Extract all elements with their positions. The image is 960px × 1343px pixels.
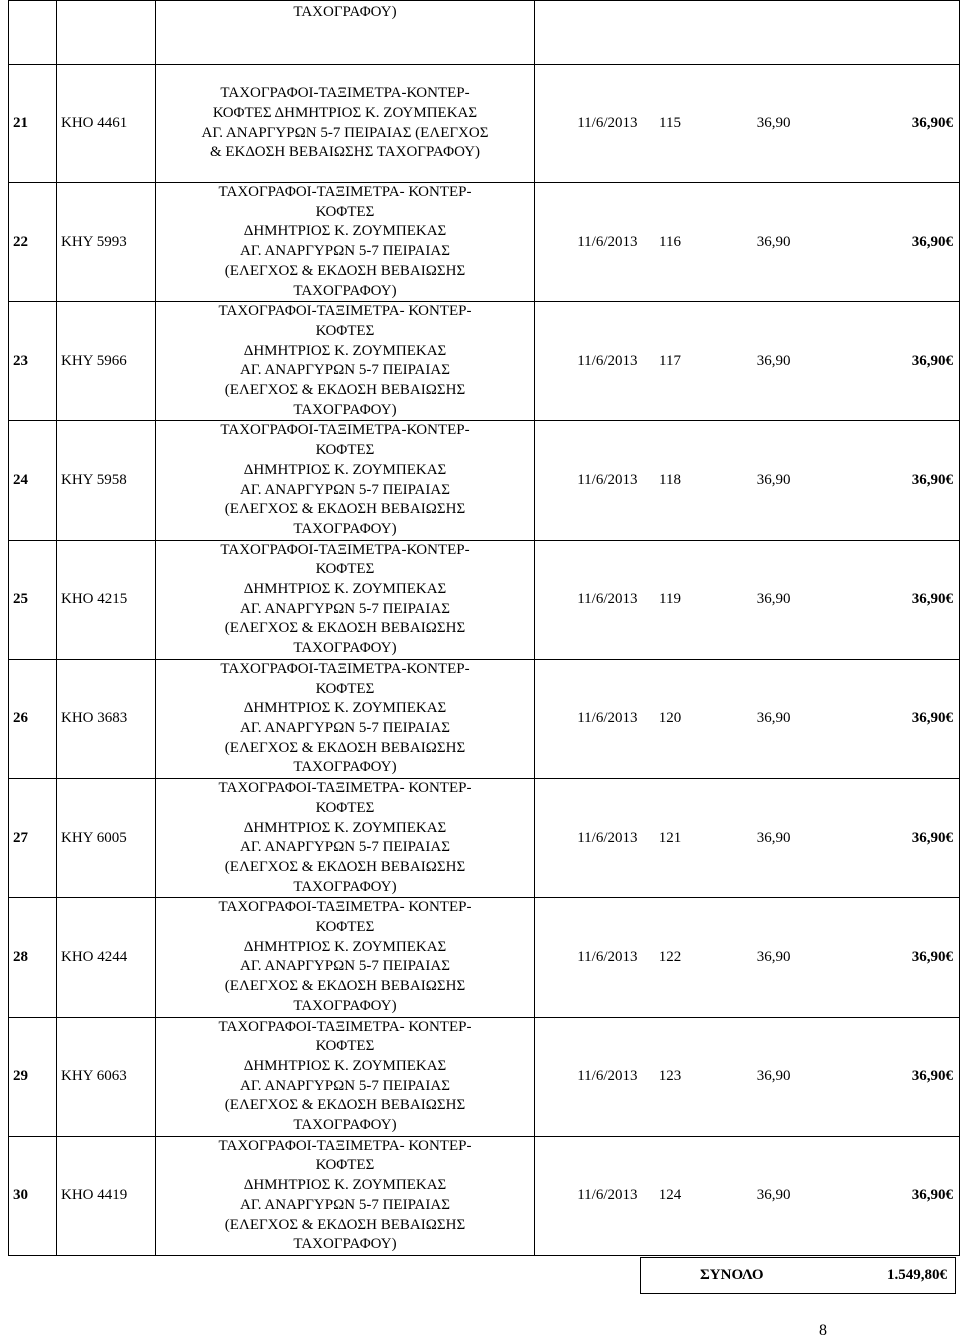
description-line: ΚΟΦΤΕΣ [315,203,375,220]
total-value: 1.549,80€ [887,1267,947,1283]
table-row [9,65,960,183]
row-number: 30 [9,1136,57,1255]
description-line: ΤΑΧΟΓΡΑΦΟΥ) [293,759,397,776]
description-line: ΚΟΦΤΕΣ [315,1157,375,1174]
invoice-number: 119 [638,540,703,659]
table-row [9,659,960,778]
table-row [9,1017,960,1136]
description-line: ΤΑΧΟΓΡΑΦΟΙ-ΤΑΞΙΜΕΤΡΑ-ΚΟΝΤΕΡ- [220,85,470,102]
description-line: ΑΓ. ΑΝΑΡΓΥΡΩΝ 5-7 ΠΕΙΡΑΙΑΣ [240,958,450,975]
description-line: ΔΗΜΗΤΡΙΟΣ Κ. ΖΟΥΜΠΕΚΑΣ [243,461,447,478]
description-line: ΤΑΧΟΓΡΑΦΟΙ-ΤΑΞΙΜΕΤΡΑ- ΚΟΝΤΕΡ- [218,1018,472,1035]
description-line: ΤΑΧΟΓΡΑΦΟΙ-ΤΑΞΙΜΕΤΡΑ-ΚΟΝΤΕΡ- [220,422,470,439]
description-line: ΑΓ. ΑΝΑΡΓΥΡΩΝ 5-7 ΠΕΙΡΑΙΑΣ [240,362,450,379]
invoice-number: 124 [638,1136,703,1255]
description-line: ΚΟΦΤΕΣ [315,322,375,339]
cell-total [797,1,960,65]
cell-description [156,1,535,65]
row-number: 23 [9,302,57,421]
description-line: ΑΓ. ΑΝΑΡΓΥΡΩΝ 5-7 ΠΕΙΡΑΙΑΣ [240,600,450,617]
description-line: ΔΗΜΗΤΡΙΟΣ Κ. ΖΟΥΜΠΕΚΑΣ [243,1177,447,1194]
plate-number: ΚΗΥ 5958 [57,421,156,540]
cell-description [156,898,535,1017]
cell-date [535,1,638,65]
cell-description [156,65,535,183]
cell-invoice [638,1,703,65]
row-total: 36,90€ [797,421,960,540]
invoice-number: 118 [638,421,703,540]
description-line: ΔΗΜΗΤΡΙΟΣ Κ. ΖΟΥΜΠΕΚΑΣ [243,819,447,836]
invoice-number: 121 [638,779,703,898]
plate-number: ΚΗΥ 6063 [57,1017,156,1136]
description-line: ΤΑΧΟΓΡΑΦΟΙ-ΤΑΞΙΜΕΤΡΑ-ΚΟΝΤΕΡ- [220,541,470,558]
cell-description [156,1017,535,1136]
cell-description [156,779,535,898]
description-line: ΤΑΧΟΓΡΑΦΟΥ) [293,401,397,418]
row-number: 25 [9,540,57,659]
description-line: (ΕΛΕΓΧΟΣ & ΕΚΔΟΣΗ ΒΕΒΑΙΩΣΗΣ [224,1097,466,1114]
description-line: ΤΑΧΟΓΡΑΦΟΥ) [293,640,397,657]
description-line: ΤΑΧΟΓΡΑΦΟΥ) [293,4,397,20]
invoice-date: 11/6/2013 [535,1017,638,1136]
invoice-number: 117 [638,302,703,421]
row-total: 36,90€ [797,183,960,302]
unit-price: 36,90 [703,183,797,302]
row-total: 36,90€ [797,1136,960,1255]
row-number: 27 [9,779,57,898]
cell-description [156,421,535,540]
plate-number: ΚΗΥ 6005 [57,779,156,898]
description-line: ΤΑΧΟΓΡΑΦΟΙ-ΤΑΞΙΜΕΤΡΑ- ΚΟΝΤΕΡ- [218,184,472,200]
unit-price: 36,90 [703,1017,797,1136]
invoice-date: 11/6/2013 [535,421,638,540]
row-number: 29 [9,1017,57,1136]
description-line: ΑΓ. ΑΝΑΡΓΥΡΩΝ 5-7 ΠΕΙΡΑΙΑΣ [240,481,450,498]
description-line: ΤΑΧΟΓΡΑΦΟΥ) [293,997,397,1014]
plate-number: ΚΗΥ 5966 [57,302,156,421]
plate-number: ΚΗΟ 3683 [57,659,156,778]
unit-price: 36,90 [703,65,797,183]
vehicles-table [8,0,960,1256]
invoice-date: 11/6/2013 [535,302,638,421]
unit-price: 36,90 [703,1136,797,1255]
row-number: 22 [9,183,57,302]
description-line: ΚΟΦΤΕΣ [315,561,375,578]
invoice-date: 11/6/2013 [535,898,638,1017]
row-total: 36,90€ [797,65,960,183]
description-line: ΤΑΧΟΓΡΑΦΟΙ-ΤΑΞΙΜΕΤΡΑ-ΚΟΝΤΕΡ- [220,660,470,677]
plate-number: ΚΗΟ 4215 [57,540,156,659]
row-number: 21 [9,65,57,183]
description-line: ΤΑΧΟΓΡΑΦΟΙ-ΤΑΞΙΜΕΤΡΑ- ΚΟΝΤΕΡ- [218,899,472,916]
invoice-date: 11/6/2013 [535,779,638,898]
table-row [9,183,960,302]
invoice-number: 116 [638,183,703,302]
description-line: (ΕΛΕΓΧΟΣ & ΕΚΔΟΣΗ ΒΕΒΑΙΩΣΗΣ [224,501,466,518]
unit-price: 36,90 [703,421,797,540]
row-total: 36,90€ [797,898,960,1017]
description-line: (ΕΛΕΓΧΟΣ & ΕΚΔΟΣΗ ΒΕΒΑΙΩΣΗΣ [224,382,466,399]
description-line: ΚΟΦΤΕΣ [315,680,375,697]
description-line: ΤΑΧΟΓΡΑΦΟΥ) [293,1117,397,1134]
cell-description [156,302,535,421]
table-row [9,540,960,659]
row-total: 36,90€ [797,779,960,898]
table-row [9,1136,960,1255]
description-line: ΔΗΜΗΤΡΙΟΣ Κ. ΖΟΥΜΠΕΚΑΣ [243,223,447,240]
invoice-number: 115 [638,65,703,183]
row-number: 26 [9,659,57,778]
invoice-number: 123 [638,1017,703,1136]
plate-number: ΚΗΟ 4461 [57,65,156,183]
cell-description [156,540,535,659]
invoice-date: 11/6/2013 [535,183,638,302]
unit-price: 36,90 [703,779,797,898]
cell-price [703,1,797,65]
description-line: ΤΑΧΟΓΡΑΦΟΙ-ΤΑΞΙΜΕΤΡΑ- ΚΟΝΤΕΡ- [218,780,472,797]
invoice-date: 11/6/2013 [535,65,638,183]
description-line: ΑΓ. ΑΝΑΡΓΥΡΩΝ 5-7 ΠΕΙΡΑΙΑΣ [240,1196,450,1213]
table-row [9,302,960,421]
invoice-number: 120 [638,659,703,778]
table-row [9,898,960,1017]
description-line: ΑΓ. ΑΝΑΡΓΥΡΩΝ 5-7 ΠΕΙΡΑΙΑΣ [240,243,450,260]
description-line: & ΕΚΔΟΣΗ ΒΕΒΑΙΩΣΗΣ ΤΑΧΟΓΡΑΦΟΥ) [209,144,481,161]
description-line: (ΕΛΕΓΧΟΣ & ΕΚΔΟΣΗ ΒΕΒΑΙΩΣΗΣ [224,739,466,756]
row-total: 36,90€ [797,659,960,778]
description-line: ΔΗΜΗΤΡΙΟΣ Κ. ΖΟΥΜΠΕΚΑΣ [243,938,447,955]
description-line: (ΕΛΕΓΧΟΣ & ΕΚΔΟΣΗ ΒΕΒΑΙΩΣΗΣ [224,858,466,875]
plate-number: ΚΗΟ 4419 [57,1136,156,1255]
table-row [9,421,960,540]
description-line: ΚΟΦΤΕΣ [315,919,375,936]
table-row [9,779,960,898]
total-summary-box [640,1257,956,1294]
unit-price: 36,90 [703,302,797,421]
table-row-continued [9,1,960,65]
description-line: ΔΗΜΗΤΡΙΟΣ Κ. ΖΟΥΜΠΕΚΑΣ [243,700,447,717]
row-number: 24 [9,421,57,540]
description-line: (ΕΛΕΓΧΟΣ & ΕΚΔΟΣΗ ΒΕΒΑΙΩΣΗΣ [224,262,466,279]
row-total: 36,90€ [797,540,960,659]
invoice-date: 11/6/2013 [535,659,638,778]
description-line: (ΕΛΕΓΧΟΣ & ΕΚΔΟΣΗ ΒΕΒΑΙΩΣΗΣ [224,978,466,995]
description-line: ΔΗΜΗΤΡΙΟΣ Κ. ΖΟΥΜΠΕΚΑΣ [243,1057,447,1074]
unit-price: 36,90 [703,540,797,659]
row-total: 36,90€ [797,302,960,421]
description-line: ΤΑΧΟΓΡΑΦΟΙ-ΤΑΞΙΜΕΤΡΑ- ΚΟΝΤΕΡ- [218,1137,472,1154]
description-line: ΔΗΜΗΤΡΙΟΣ Κ. ΖΟΥΜΠΕΚΑΣ [243,342,447,359]
description-line: ΑΓ. ΑΝΑΡΓΥΡΩΝ 5-7 ΠΕΙΡΑΙΑΣ [240,1077,450,1094]
invoice-number: 122 [638,898,703,1017]
cell-description [156,183,535,302]
description-line: ΚΟΦΤΕΣ [315,442,375,459]
cell-description [156,1136,535,1255]
table-body [9,1,960,1256]
description-line: ΑΓ. ΑΝΑΡΓΥΡΩΝ 5-7 ΠΕΙΡΑΙΑΣ [240,839,450,856]
invoice-date: 11/6/2013 [535,1136,638,1255]
unit-price: 36,90 [703,898,797,1017]
description-line: (ΕΛΕΓΧΟΣ & ΕΚΔΟΣΗ ΒΕΒΑΙΩΣΗΣ [224,620,466,637]
cell-num [9,1,57,65]
description-line: ΔΗΜΗΤΡΙΟΣ Κ. ΖΟΥΜΠΕΚΑΣ [243,581,447,598]
description-line: ΚΟΦΤΕΣ [315,799,375,816]
description-line: ΚΟΦΤΕΣ [315,1038,375,1055]
description-line: ΑΓ. ΑΝΑΡΓΥΡΩΝ 5-7 ΠΕΙΡΑΙΑΣ [240,719,450,736]
description-line: ΤΑΧΟΓΡΑΦΟΥ) [293,1236,397,1253]
description-line: ΤΑΧΟΓΡΑΦΟΥ) [293,878,397,895]
total-label: ΣΥΝΟΛΟ [700,1267,764,1283]
unit-price: 36,90 [703,659,797,778]
cell-plate [57,1,156,65]
invoice-date: 11/6/2013 [535,540,638,659]
description-line: ΚΟΦΤΕΣ ΔΗΜΗΤΡΙΟΣ Κ. ΖΟΥΜΠΕΚΑΣ [212,104,478,121]
description-line: (ΕΛΕΓΧΟΣ & ΕΚΔΟΣΗ ΒΕΒΑΙΩΣΗΣ [224,1216,466,1233]
row-total: 36,90€ [797,1017,960,1136]
row-number: 28 [9,898,57,1017]
description-line: ΑΓ. ΑΝΑΡΓΥΡΩΝ 5-7 ΠΕΙΡΑΙΑΣ (ΕΛΕΓΧΟΣ [201,124,489,141]
cell-description [156,659,535,778]
plate-number: ΚΗΟ 4244 [57,898,156,1017]
description-line: ΤΑΧΟΓΡΑΦΟΥ) [293,520,397,537]
description-line: ΤΑΧΟΓΡΑΦΟΥ) [293,282,397,299]
page-number: 8 [819,1322,827,1339]
description-line: ΤΑΧΟΓΡΑΦΟΙ-ΤΑΞΙΜΕΤΡΑ- ΚΟΝΤΕΡ- [218,303,472,320]
plate-number: ΚΗΥ 5993 [57,183,156,302]
